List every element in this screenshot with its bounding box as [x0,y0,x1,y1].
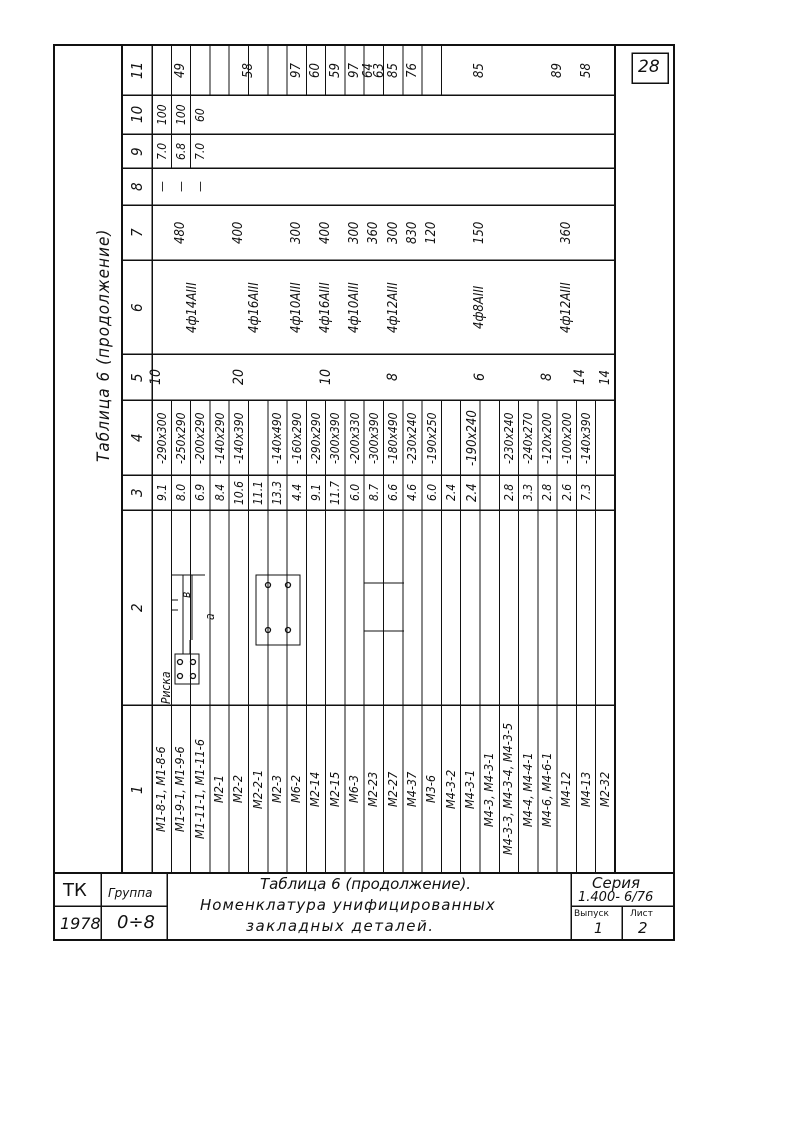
cell-count-merged: 10 [317,368,334,385]
cell-reinforcement: 4ф10АIII [289,281,305,333]
cell-mark: М4-3-2 [442,769,458,809]
cell-length: 400 [231,221,247,244]
cell-mass: 6.0 [424,483,439,501]
cell-length: 120 [424,221,440,244]
cell-plate: -200х290 [193,412,208,464]
cell-plate: -190х250 [424,412,439,464]
cell-mark: М2-2 [230,774,246,803]
cell-mass: 8.4 [212,483,227,501]
cell-col10: 100 [173,104,188,125]
table-title: Таблица 6 (продолжение) [94,228,114,462]
cell-mass-merged: 2.4 [464,483,480,502]
cell-length: 360 [366,221,382,244]
column-header: 2 [127,603,146,612]
cell-total: 49 [173,62,189,78]
cell-mark: М4-37 [403,771,419,807]
cell-reinforcement: 4ф12АIII [559,281,575,333]
column-header: 9 [127,146,146,156]
cell-plate: -290х290 [308,412,323,464]
cell-total: 60 [308,62,324,78]
cell-mass: 7.3 [579,483,594,501]
cell-plate: -140х390 [231,412,246,464]
column-header: 1 [127,784,146,794]
cell-mass: 2.6 [559,483,574,501]
cell-mass: 9.1 [154,483,169,501]
cell-total: 58 [240,62,256,78]
cell-length: 360 [559,221,575,244]
cell-mark: М2-1 [211,774,227,803]
cell-total: 97 [289,62,305,78]
cell-plate: -200х330 [347,412,362,464]
cell-mass: 4.6 [405,483,420,501]
cell-total: 63 [372,62,388,78]
stamp-sheet-label: Лист [630,909,653,919]
cell-mass: 9.1 [308,483,323,501]
cell-plate: -180х490 [386,412,401,464]
cell-col8: — [173,181,188,192]
cell-mark: М2-23 [365,771,381,807]
cell-mark: М4-3-3, М4-3-4, М4-3-5 [500,722,516,855]
cell-plate: -240х270 [521,412,536,464]
sketch-square-plate [256,575,300,645]
cell-mark: М2-15 [326,771,342,807]
cell-mark: М2-3 [268,774,284,803]
cell-mass: 8.7 [366,483,381,501]
cell-mass: 2.4 [444,483,459,501]
cell-total: 76 [404,62,420,78]
cell-mark: М4-12 [558,771,574,807]
cell-mark: М6-3 [346,774,362,803]
column-header: 10 [127,105,146,123]
cell-mark: М2-32 [596,771,612,807]
cell-plate: -140х290 [212,412,227,464]
cell-total: 58 [578,62,594,78]
cell-mark: М4-3-1 [461,769,477,809]
cell-count-merged: 6 [471,372,488,381]
cell-mark: М2-27 [384,771,400,807]
cell-mark: М1-9-1, М1-9-6 [172,746,188,832]
stamp-year: 1978 [60,914,101,933]
cell-plate: -290х300 [154,412,169,464]
cell-reinforcement: 4ф16АIII [246,281,262,333]
sketch-label-b: в [179,591,193,598]
stamp-title-line1: Таблица 6 (продолжение). [260,875,472,893]
sketch-rod-plate [364,575,404,645]
cell-col9: 7.0 [193,142,208,160]
column-header: 6 [127,302,146,312]
cell-count-merged: 8 [539,372,556,381]
cell-mass: 6.6 [386,483,401,501]
stamp-sheet-value: 2 [638,919,648,937]
cell-mass: 2.8 [501,483,516,501]
cell-mark: М1-11-1, М1-11-6 [191,738,207,839]
cell-mark: М2-2-1 [249,769,265,809]
cell-mark: М6-2 [288,774,304,803]
cell-mark: М1-8-1, М1-8-6 [153,746,169,832]
column-header: 4 [127,433,146,442]
cell-length: 300 [289,221,305,244]
cell-reinforcement: 4ф8АIII [472,285,488,329]
cell-mass: 11.1 [251,480,266,505]
cell-mass: 13.3 [270,480,285,505]
cell-reinforcement: 4ф12АIII [385,281,401,333]
cell-total: 64 [360,62,376,78]
cell-reinforcement: 4ф14АIII [185,281,200,333]
cell-plate: -300х390 [366,412,381,464]
cell-plate: -140х490 [270,412,285,464]
cell-total: 59 [327,62,343,78]
cell-mass: 11.7 [328,480,343,505]
cell-mass: 4.4 [289,483,304,501]
column-header: 11 [127,61,146,79]
cell-mass: 6.0 [347,483,362,501]
cell-total: 97 [347,62,363,78]
cell-count-merged: 14 [572,368,589,385]
column-header: 8 [127,182,146,191]
cell-plate: -250х290 [173,412,188,464]
cell-col9: 6.8 [173,142,188,160]
cell-col10: 60 [193,107,208,122]
cell-reinforcement: 4ф10АIII [347,281,363,333]
cell-mass: 2.8 [540,483,555,501]
cell-length: 400 [318,221,334,244]
cell-count: 14 [597,369,613,385]
cell-reinforcement: 4ф16АIII [318,281,334,333]
cell-length: 150 [472,221,488,244]
cell-mark: М4-13 [577,771,593,807]
cell-plate: -230х240 [501,412,516,464]
cell-col8: — [154,181,169,192]
column-header: 7 [127,228,146,237]
cell-mark: М2-14 [307,771,323,807]
cell-mark: М4-3, М4-3-1 [481,752,497,827]
cell-mass: 3.3 [521,483,536,501]
cell-total: 89 [549,62,565,78]
column-header: 5 [127,372,146,382]
cell-plate: -100х200 [559,412,574,464]
stamp-series-label: Серия [592,874,640,892]
cell-col8: — [193,181,208,192]
cell-length: 830 [404,221,420,244]
page-number: 28 [638,57,660,77]
cell-length: 300 [385,221,401,244]
cell-mark: М4-6, М4-6-1 [538,752,554,827]
column-header: 3 [127,488,146,497]
cell-mark: М4-4, М4-4-1 [519,752,535,827]
cell-mass: 6.9 [193,483,208,501]
cell-col9: 7.0 [154,142,169,160]
cell-plate: -160х290 [289,412,304,464]
stamp-issue-label: Выпуск [574,909,609,919]
cell-mark: М3-6 [423,774,439,803]
stamp-series-value: 1.400- 6/76 [578,890,654,905]
cell-plate: -230х240 [405,412,420,464]
stamp-issue-value: 1 [594,921,603,937]
cell-total: 85 [385,62,401,78]
cell-col10: 100 [154,104,169,125]
cell-plate: -120х200 [540,412,555,464]
cell-count-merged: 20 [230,368,247,385]
cell-length: 480 [173,221,189,244]
stamp-title-line2: Номенклатура унифицированных [200,896,496,914]
cell-length: 300 [347,221,363,244]
stamp-group-value: 0÷8 [117,912,155,933]
stamp-group-label: Группа [108,886,153,900]
cell-mass: 10.6 [231,480,246,505]
stamp-title-line3: закладных деталей. [246,917,435,935]
cell-plate-merged: -190х240 [464,409,480,466]
cell-total: 85 [472,62,488,78]
cell-plate: -140х390 [579,412,594,464]
sketch-label-a: a [203,613,217,620]
cell-mass: 8.0 [173,483,188,501]
cell-plate: -300х390 [328,412,343,464]
cell-count-merged: 8 [385,372,402,381]
stamp-tk: ТК [63,880,87,901]
cell-count-merged: 10 [147,368,164,385]
sketch-label-riska: Риска [159,671,173,704]
